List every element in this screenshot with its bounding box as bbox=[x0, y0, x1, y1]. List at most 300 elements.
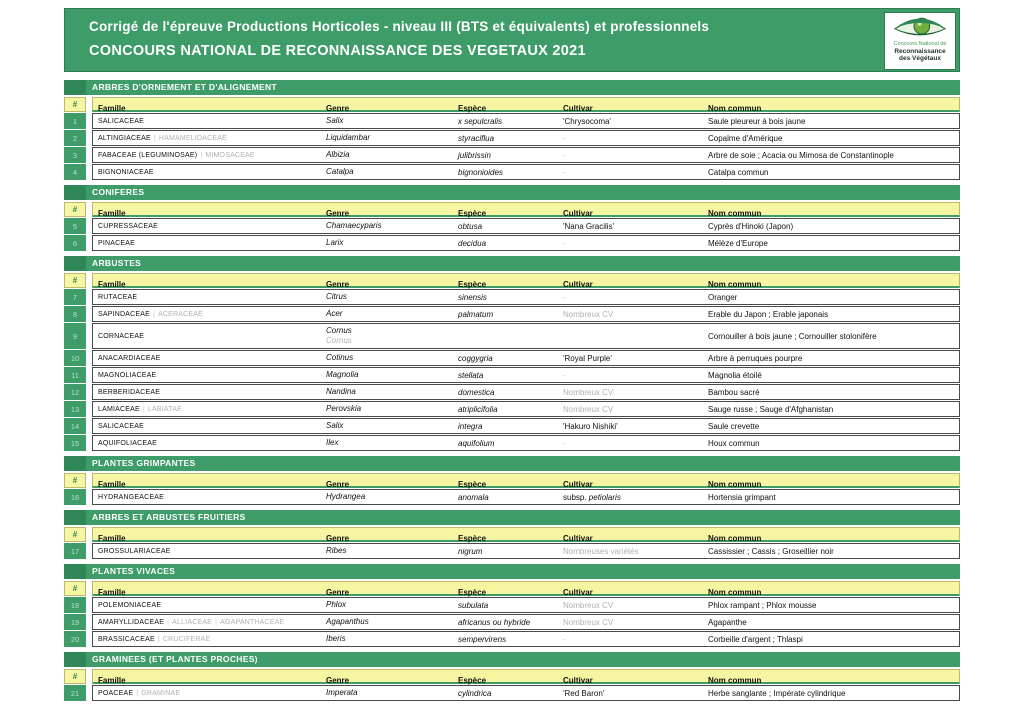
famille-name: FABACEAE (LEGUMINOSAE) bbox=[98, 151, 198, 159]
famille-cell bbox=[93, 402, 321, 416]
famille-names bbox=[98, 690, 319, 697]
genre-name: Ilex bbox=[326, 438, 339, 447]
cultivar-value: - bbox=[563, 133, 566, 143]
famille-cell bbox=[93, 632, 321, 646]
espece-name: cylindrica bbox=[458, 688, 492, 698]
nom-commun-value: Saule pleureur à bois jaune bbox=[708, 116, 806, 126]
logo-text-line2: Reconnaissance bbox=[894, 48, 946, 55]
row-number: 4 bbox=[64, 164, 86, 180]
row-body bbox=[92, 323, 960, 349]
famille-name: BERBERIDACEAE bbox=[98, 388, 161, 396]
section-title-row bbox=[64, 564, 960, 579]
genre-name: Albizia bbox=[326, 150, 350, 159]
famille-cell bbox=[93, 114, 321, 128]
column-header-hash: # bbox=[64, 202, 86, 217]
nom-commun-cell bbox=[703, 236, 959, 250]
famille-cell bbox=[93, 544, 321, 558]
genre-name: Liquidambar bbox=[326, 133, 371, 142]
cultivar-cell bbox=[558, 368, 703, 382]
table-section bbox=[64, 510, 960, 559]
nom-commun-cell bbox=[703, 351, 959, 365]
column-header-espece: Espèce bbox=[458, 676, 487, 685]
table-row bbox=[64, 218, 960, 234]
nom-commun-cell bbox=[703, 419, 959, 433]
cultivar-cell bbox=[558, 686, 703, 700]
nom-commun-value: Erable du Japon ; Erable japonais bbox=[708, 309, 829, 319]
espece-cell bbox=[453, 385, 558, 399]
genre-name: Cotinus bbox=[326, 353, 354, 362]
cultivar-value: 'Royal Purple' bbox=[563, 353, 612, 363]
espece-name: sempervirens bbox=[458, 634, 507, 644]
famille-name: PINACEAE bbox=[98, 239, 135, 247]
espece-cell bbox=[453, 615, 558, 629]
espece-name: aquifolium bbox=[458, 438, 495, 448]
table-row bbox=[64, 384, 960, 400]
cultivar-cell bbox=[558, 324, 703, 348]
nom-commun-cell bbox=[703, 598, 959, 612]
genre-name: Larix bbox=[326, 238, 344, 247]
column-header-cultivar-cell bbox=[558, 474, 703, 489]
famille-names bbox=[98, 406, 319, 413]
famille-name: MIMOSACEAE bbox=[205, 151, 255, 159]
famille-names bbox=[98, 636, 319, 643]
column-header-espece: Espèce bbox=[458, 480, 487, 489]
cultivar-cell bbox=[558, 385, 703, 399]
espece-cell bbox=[453, 165, 558, 179]
famille-names bbox=[98, 389, 319, 396]
column-header-famille: Famille bbox=[98, 104, 126, 113]
column-header-genre-cell bbox=[321, 528, 453, 543]
famille-cell bbox=[93, 615, 321, 629]
nom-commun-value: Houx commun bbox=[708, 438, 760, 448]
cultivar-cell bbox=[558, 351, 703, 365]
section-title: ARBUSTES bbox=[86, 256, 960, 271]
row-body bbox=[92, 543, 960, 559]
famille-cell bbox=[93, 368, 321, 382]
column-header-bar bbox=[92, 581, 960, 596]
cultivar-value: Nombreux CV bbox=[563, 309, 614, 319]
genre-cell bbox=[321, 368, 453, 382]
row-body bbox=[92, 235, 960, 251]
genre-name: Cornus bbox=[326, 336, 352, 345]
column-header-cultivar: Cultivar bbox=[563, 104, 593, 113]
section-title-left-block bbox=[64, 256, 86, 271]
cultivar-value: 'Hakuro Nishiki' bbox=[563, 421, 618, 431]
famille-cell bbox=[93, 148, 321, 162]
genre-cell bbox=[321, 385, 453, 399]
table-row bbox=[64, 306, 960, 322]
famille-name: LABIATAE bbox=[147, 405, 182, 413]
cultivar-value: - bbox=[563, 634, 566, 644]
column-header-cultivar-cell bbox=[558, 203, 703, 218]
nom-commun-cell bbox=[703, 544, 959, 558]
nom-commun-cell bbox=[703, 368, 959, 382]
row-body bbox=[92, 164, 960, 180]
column-header-espece-cell bbox=[453, 670, 558, 685]
table-section bbox=[64, 456, 960, 505]
espece-name: africanus ou hybride bbox=[458, 617, 531, 627]
section-title: ARBRES ET ARBUSTES FRUITIERS bbox=[86, 510, 960, 525]
famille-separator: | bbox=[200, 151, 203, 159]
table-row bbox=[64, 164, 960, 180]
row-number: 15 bbox=[64, 435, 86, 451]
nom-commun-value: Bambou sacré bbox=[708, 387, 760, 397]
row-body bbox=[92, 306, 960, 322]
row-number: 14 bbox=[64, 418, 86, 434]
column-header-hash: # bbox=[64, 473, 86, 488]
section-rows bbox=[64, 113, 960, 180]
column-header-cultivar: Cultivar bbox=[563, 534, 593, 543]
espece-cell bbox=[453, 290, 558, 304]
table-row bbox=[64, 614, 960, 630]
cultivar-value: Nombreux CV bbox=[563, 387, 614, 397]
nom-commun-value: Cassissier ; Cassis ; Groseillier noir bbox=[708, 546, 834, 556]
column-header-genre: Genre bbox=[326, 534, 350, 543]
genre-name: Chamaecyparis bbox=[326, 221, 382, 230]
cultivar-value: Nombreux CV bbox=[563, 404, 614, 414]
espece-cell bbox=[453, 148, 558, 162]
nom-commun-value: Hortensia grimpant bbox=[708, 492, 776, 502]
espece-name: bignonioides bbox=[458, 167, 503, 177]
nom-commun-cell bbox=[703, 324, 959, 348]
eye-logo-icon bbox=[892, 15, 948, 41]
section-title-left-block bbox=[64, 456, 86, 471]
famille-cell bbox=[93, 131, 321, 145]
table-row bbox=[64, 418, 960, 434]
column-header-famille: Famille bbox=[98, 588, 126, 597]
column-header-cultivar: Cultivar bbox=[563, 676, 593, 685]
contest-logo bbox=[884, 12, 956, 70]
genre-cell bbox=[321, 351, 453, 365]
nom-commun-value: Agapanthe bbox=[708, 617, 747, 627]
famille-names bbox=[98, 333, 319, 340]
section-rows bbox=[64, 597, 960, 647]
nom-commun-value: Cornouiller à bois jaune ; Cornouiller stolonifère bbox=[708, 331, 877, 341]
espece-name: obtusa bbox=[458, 221, 483, 231]
famille-names bbox=[98, 372, 319, 379]
row-body bbox=[92, 435, 960, 451]
famille-names bbox=[98, 118, 319, 125]
table-row bbox=[64, 631, 960, 647]
column-header-genre: Genre bbox=[326, 209, 350, 218]
espece-name: coggygria bbox=[458, 353, 493, 363]
cultivar-value: - bbox=[563, 238, 566, 248]
espece-cell bbox=[453, 436, 558, 450]
cultivar-value: - bbox=[563, 438, 566, 448]
row-number: 18 bbox=[64, 597, 86, 613]
famille-separator: | bbox=[153, 310, 156, 318]
row-body bbox=[92, 418, 960, 434]
nom-commun-value: Sauge russe ; Sauge d'Afghanistan bbox=[708, 404, 834, 414]
column-header-row bbox=[64, 473, 960, 488]
column-header-cultivar-cell bbox=[558, 98, 703, 113]
table-row bbox=[64, 685, 960, 701]
espece-name: x sepulcralis bbox=[458, 116, 503, 126]
espece-name: palmatum bbox=[458, 309, 494, 319]
row-number: 16 bbox=[64, 489, 86, 505]
famille-name: BRASSICACEAE bbox=[98, 635, 155, 643]
nom-commun-cell bbox=[703, 131, 959, 145]
section-rows bbox=[64, 543, 960, 559]
row-body bbox=[92, 384, 960, 400]
famille-name: ALTINGIACEAE bbox=[98, 134, 151, 142]
row-body bbox=[92, 289, 960, 305]
nom-commun-cell bbox=[703, 402, 959, 416]
row-body bbox=[92, 489, 960, 505]
column-header-espece-cell bbox=[453, 474, 558, 489]
genre-cell bbox=[321, 598, 453, 612]
genre-cell bbox=[321, 632, 453, 646]
column-header-nom-commun-cell bbox=[703, 274, 959, 289]
column-header-cultivar-cell bbox=[558, 274, 703, 289]
section-title: PLANTES VIVACES bbox=[86, 564, 960, 579]
cultivar-cell bbox=[558, 131, 703, 145]
section-title-left-block bbox=[64, 652, 86, 667]
section-title-left-block bbox=[64, 185, 86, 200]
espece-cell bbox=[453, 419, 558, 433]
famille-cell bbox=[93, 490, 321, 504]
table-row bbox=[64, 435, 960, 451]
row-body bbox=[92, 147, 960, 163]
column-header-famille-cell bbox=[93, 203, 321, 218]
espece-cell bbox=[453, 490, 558, 504]
section-rows bbox=[64, 685, 960, 701]
column-header-nom-commun: Nom commun bbox=[708, 480, 762, 489]
nom-commun-cell bbox=[703, 307, 959, 321]
espece-name: sinensis bbox=[458, 292, 487, 302]
document-title: Corrigé de l'épreuve Productions Horticoles - niveau III (BTS et équivalents) et professionnels bbox=[89, 19, 710, 34]
cultivar-cell bbox=[558, 148, 703, 162]
nom-commun-cell bbox=[703, 686, 959, 700]
cultivar-cell bbox=[558, 290, 703, 304]
section-title-left-block bbox=[64, 510, 86, 525]
section-title-row bbox=[64, 185, 960, 200]
famille-names bbox=[98, 135, 319, 142]
section-title: CONIFERES bbox=[86, 185, 960, 200]
column-header-cultivar-cell bbox=[558, 582, 703, 597]
column-header-espece: Espèce bbox=[458, 280, 487, 289]
espece-cell bbox=[453, 368, 558, 382]
genre-name: Salix bbox=[326, 116, 344, 125]
table-row bbox=[64, 543, 960, 559]
cultivar-value: Nombreux CV bbox=[563, 600, 614, 610]
row-number: 13 bbox=[64, 401, 86, 417]
column-header-bar bbox=[92, 273, 960, 288]
famille-names bbox=[98, 619, 319, 626]
logo-text-line3: des Végétaux bbox=[899, 55, 941, 62]
famille-name: ACERACEAE bbox=[158, 310, 204, 318]
famille-cell bbox=[93, 436, 321, 450]
cultivar-cell bbox=[558, 114, 703, 128]
column-header-cultivar: Cultivar bbox=[563, 280, 593, 289]
section-title: GRAMINEES (ET PLANTES PROCHES) bbox=[86, 652, 960, 667]
table-row bbox=[64, 147, 960, 163]
famille-separator: | bbox=[142, 405, 145, 413]
famille-names bbox=[98, 152, 319, 159]
famille-name: AMARYLLIDACEAE bbox=[98, 618, 165, 626]
genre-name: Salix bbox=[326, 421, 344, 430]
famille-name: HYDRANGEACEAE bbox=[98, 493, 165, 501]
column-header-hash: # bbox=[64, 273, 86, 288]
document-subtitle: CONCOURS NATIONAL DE RECONNAISSANCE DES VEGETAUX 2021 bbox=[89, 43, 586, 59]
famille-names bbox=[98, 423, 319, 430]
nom-commun-value: Cyprès d'Hinoki (Japon) bbox=[708, 221, 794, 231]
column-header-row bbox=[64, 527, 960, 542]
cultivar-cell bbox=[558, 165, 703, 179]
row-number: 6 bbox=[64, 235, 86, 251]
column-header-famille: Famille bbox=[98, 280, 126, 289]
nom-commun-value: Oranger bbox=[708, 292, 738, 302]
row-body bbox=[92, 401, 960, 417]
famille-name: POLEMONIACEAE bbox=[98, 601, 162, 609]
genre-cell bbox=[321, 324, 453, 348]
famille-cell bbox=[93, 290, 321, 304]
espece-cell bbox=[453, 324, 558, 348]
cultivar-cell bbox=[558, 436, 703, 450]
column-header-genre-cell bbox=[321, 203, 453, 218]
espece-cell bbox=[453, 236, 558, 250]
cultivar-cell bbox=[558, 598, 703, 612]
nom-commun-cell bbox=[703, 114, 959, 128]
cultivar-value: Nombreuses variétés bbox=[563, 546, 639, 556]
header-band bbox=[64, 8, 960, 72]
espece-name: subulata bbox=[458, 600, 489, 610]
row-number: 8 bbox=[64, 306, 86, 322]
espece-name: decidua bbox=[458, 238, 487, 248]
famille-name: CUPRESSACEAE bbox=[98, 222, 158, 230]
nom-commun-cell bbox=[703, 615, 959, 629]
espece-cell bbox=[453, 598, 558, 612]
column-header-famille-cell bbox=[93, 670, 321, 685]
famille-name: GRAMINAE bbox=[141, 689, 181, 697]
nom-commun-value: Mélèze d'Europe bbox=[708, 238, 768, 248]
espece-cell bbox=[453, 351, 558, 365]
row-number: 21 bbox=[64, 685, 86, 701]
genre-cell bbox=[321, 148, 453, 162]
column-header-genre: Genre bbox=[326, 480, 350, 489]
famille-cell bbox=[93, 351, 321, 365]
nom-commun-cell bbox=[703, 165, 959, 179]
table-row bbox=[64, 130, 960, 146]
column-header-famille: Famille bbox=[98, 209, 126, 218]
column-header-nom-commun: Nom commun bbox=[708, 104, 762, 113]
column-header-famille-cell bbox=[93, 98, 321, 113]
famille-names bbox=[98, 169, 319, 176]
cultivar-value: 'Red Baron' bbox=[563, 688, 605, 698]
famille-name: ALLIACEAE bbox=[172, 618, 213, 626]
row-body bbox=[92, 130, 960, 146]
genre-name: Imperata bbox=[326, 688, 358, 697]
cultivar-value: - bbox=[563, 167, 566, 177]
column-header-cultivar-cell bbox=[558, 528, 703, 543]
row-body bbox=[92, 218, 960, 234]
logo-text-line1: Concours National de bbox=[893, 41, 947, 47]
column-header-espece: Espèce bbox=[458, 104, 487, 113]
column-header-nom-commun: Nom commun bbox=[708, 209, 762, 218]
famille-cell bbox=[93, 385, 321, 399]
famille-name: BIGNONIACEAE bbox=[98, 168, 154, 176]
espece-name: anomala bbox=[458, 492, 489, 502]
genre-cell bbox=[321, 165, 453, 179]
nom-commun-value: Phlox rampant ; Phlox mousse bbox=[708, 600, 817, 610]
famille-names bbox=[98, 494, 319, 501]
column-header-espece: Espèce bbox=[458, 209, 487, 218]
famille-cell bbox=[93, 419, 321, 433]
genre-name: Ribes bbox=[326, 546, 347, 555]
genre-cell bbox=[321, 436, 453, 450]
famille-name: AGAPANTHACEAE bbox=[220, 618, 285, 626]
table-row bbox=[64, 350, 960, 366]
row-body bbox=[92, 685, 960, 701]
famille-cell bbox=[93, 598, 321, 612]
famille-names bbox=[98, 355, 319, 362]
section-rows bbox=[64, 489, 960, 505]
cultivar-value: subsp. petiolaris bbox=[563, 492, 621, 502]
row-number: 1 bbox=[64, 113, 86, 129]
genre-cell bbox=[321, 131, 453, 145]
column-header-genre-cell bbox=[321, 474, 453, 489]
cultivar-value: - bbox=[563, 370, 566, 380]
row-number: 3 bbox=[64, 147, 86, 163]
cultivar-cell bbox=[558, 490, 703, 504]
cultivar-value: 'Chrysocoma' bbox=[563, 116, 611, 126]
column-header-espece: Espèce bbox=[458, 534, 487, 543]
column-header-genre: Genre bbox=[326, 104, 350, 113]
cultivar-cell bbox=[558, 219, 703, 233]
row-body bbox=[92, 614, 960, 630]
espece-name: julibrissin bbox=[458, 150, 491, 160]
cultivar-value: 'Nana Gracilis' bbox=[563, 221, 615, 231]
column-header-cultivar: Cultivar bbox=[563, 480, 593, 489]
row-body bbox=[92, 113, 960, 129]
column-header-espece-cell bbox=[453, 582, 558, 597]
section-rows bbox=[64, 289, 960, 451]
famille-separator: | bbox=[215, 618, 218, 626]
species-table bbox=[64, 80, 960, 701]
genre-cell bbox=[321, 490, 453, 504]
column-header-bar bbox=[92, 669, 960, 684]
nom-commun-value: Corbeille d'argent ; Thlaspi bbox=[708, 634, 803, 644]
famille-separator: | bbox=[157, 635, 160, 643]
column-header-row bbox=[64, 202, 960, 217]
famille-name: ANACARDIACEAE bbox=[98, 354, 161, 362]
genre-cell bbox=[321, 402, 453, 416]
famille-names bbox=[98, 223, 319, 230]
column-header-famille: Famille bbox=[98, 534, 126, 543]
nom-commun-value: Magnolia étoilé bbox=[708, 370, 762, 380]
espece-name: integra bbox=[458, 421, 483, 431]
cultivar-cell bbox=[558, 307, 703, 321]
column-header-genre: Genre bbox=[326, 588, 350, 597]
section-rows bbox=[64, 218, 960, 251]
column-header-genre-cell bbox=[321, 670, 453, 685]
column-header-espece-cell bbox=[453, 528, 558, 543]
row-body bbox=[92, 631, 960, 647]
column-header-espece-cell bbox=[453, 98, 558, 113]
famille-cell bbox=[93, 307, 321, 321]
famille-name: GROSSULARIACEAE bbox=[98, 547, 171, 555]
column-header-cultivar: Cultivar bbox=[563, 588, 593, 597]
cultivar-cell bbox=[558, 632, 703, 646]
column-header-espece-cell bbox=[453, 203, 558, 218]
genre-name: Cornus bbox=[326, 326, 352, 335]
famille-cell bbox=[93, 686, 321, 700]
famille-name: RUTACEAE bbox=[98, 293, 138, 301]
table-section bbox=[64, 652, 960, 701]
espece-cell bbox=[453, 686, 558, 700]
genre-name: Catalpa bbox=[326, 167, 354, 176]
genre-cell bbox=[321, 290, 453, 304]
